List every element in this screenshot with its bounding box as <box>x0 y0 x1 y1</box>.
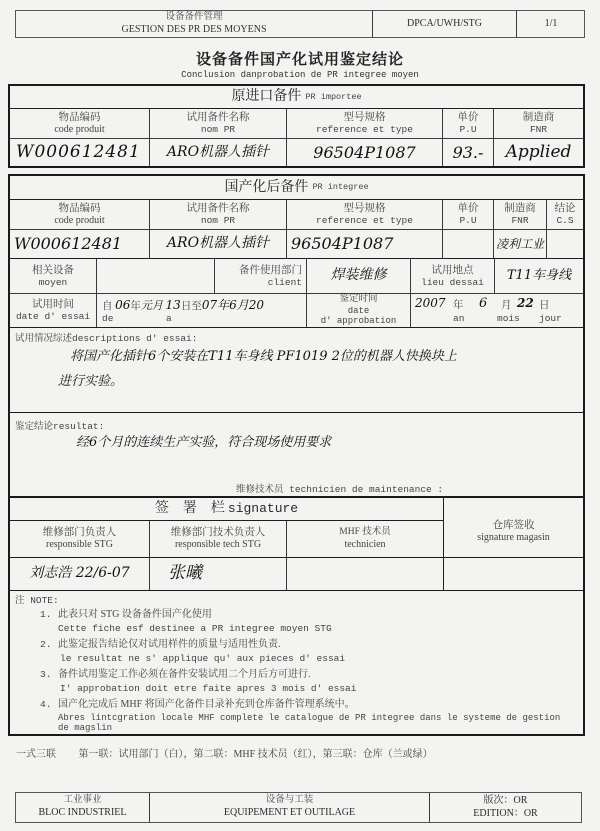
imported-col-reference <box>287 109 442 138</box>
col-label-fr: technicien <box>344 538 386 550</box>
result-section <box>8 413 585 496</box>
moyen-label <box>10 259 96 293</box>
footer-right <box>430 793 581 822</box>
col-label-fr: nom PR <box>200 124 236 136</box>
imported-reference-value[interactable] <box>287 139 442 166</box>
imported-code-value[interactable] <box>10 139 149 166</box>
handwritten-text: T11车身线 <box>506 267 572 283</box>
sig-responsible-value[interactable] <box>10 558 149 590</box>
notes-label: 注 NOTE: <box>15 595 59 606</box>
sig-col-responsible <box>10 521 149 557</box>
description-line-2[interactable]: 进行实验。 <box>58 374 124 389</box>
header-title-zh: 设备备件管理 <box>165 11 223 22</box>
handwritten-text: W000612481 <box>14 234 123 253</box>
header-title <box>16 11 372 37</box>
col-label-fr: responsible tech STG <box>174 539 262 551</box>
integrated-col-code <box>10 200 149 229</box>
label-fr: client <box>267 276 302 288</box>
col-label-zh: 型号规格 <box>343 203 386 214</box>
result-label-zh: 鉴定结论 <box>15 422 54 432</box>
handwritten-text: W000612481 <box>16 141 141 162</box>
col-label-zh: 仓库签收 <box>492 519 535 531</box>
label-zh: 日至 <box>180 301 202 312</box>
note-3 <box>40 664 356 694</box>
date-essai-label <box>10 294 96 327</box>
page-number <box>517 11 585 37</box>
header-title-fr: GESTION DES PR DES MOYENS <box>121 23 267 35</box>
integrated-col-name <box>150 200 286 229</box>
doc-code-text: DPCA/UWH/STG <box>406 17 482 29</box>
col-label-zh: 试用备件名称 <box>186 112 250 123</box>
result-label-fr: resultat: <box>53 421 105 432</box>
client-value[interactable] <box>307 259 410 293</box>
col-label-fr: FNR <box>529 124 548 136</box>
note-2 <box>40 634 345 664</box>
label-zh: 备件使用部门 <box>239 264 302 276</box>
footer-mid-fr: EQUIPEMENT ET OUTILAGE <box>223 807 356 819</box>
integrated-reference-value[interactable] <box>287 230 442 258</box>
col-label-zh: 物品编码 <box>58 111 101 123</box>
label-fr: an <box>453 313 465 324</box>
imported-section-title <box>10 86 583 108</box>
page-title-zh: 设备备件国产化试用鉴定结论 <box>195 50 404 68</box>
handwritten-text: 22 <box>517 296 534 310</box>
imported-section-title-zh: 原进口备件 <box>231 88 302 105</box>
sig-magasin-value[interactable] <box>444 558 583 590</box>
approval-date-value[interactable] <box>411 294 583 327</box>
col-label-zh: 结论 <box>554 203 576 214</box>
imported-parts-table <box>8 84 585 168</box>
handwritten-text: 2007 <box>415 296 446 310</box>
handwritten-text: 13 <box>165 298 181 312</box>
sig-responsible-tech-value[interactable] <box>150 558 286 590</box>
imported-section-title-fr: PR importee <box>305 91 362 102</box>
sig-technicien-value[interactable] <box>287 558 443 590</box>
footer-left <box>16 793 149 822</box>
handwritten-text: 6 <box>479 296 488 311</box>
sig-col-technicien <box>287 521 443 557</box>
handwritten-text: Applied <box>505 141 572 162</box>
note-fr: I' approbation doit etre faite apres 3 mois d' essai <box>60 683 357 694</box>
label-zh: 年 <box>130 301 141 312</box>
footer-left-fr: BLOC INDUSTRIEL <box>38 807 127 819</box>
imported-col-price <box>443 109 493 138</box>
date-essai-value[interactable] <box>102 294 306 327</box>
integrated-code-value[interactable] <box>10 230 149 258</box>
imported-col-name <box>150 109 286 138</box>
label-fr: date d' essai <box>15 311 91 323</box>
label-zh: 试用时间 <box>32 299 74 310</box>
col-label-zh: MHF 技术员 <box>339 526 391 537</box>
integrated-conclusion-value[interactable] <box>547 230 583 258</box>
col-label-fr: FNR <box>511 215 529 227</box>
note-fr: Cette fiche esf destinee a PR integree moyen STG <box>58 623 332 634</box>
footer-edition-fr: EDITION：OR <box>473 807 538 819</box>
col-label-zh: 试用备件名称 <box>186 203 250 214</box>
note-number: 4. <box>40 699 52 710</box>
footer-edition-zh: 版次：OR <box>483 795 528 806</box>
col-label-zh: 物品编码 <box>58 202 101 214</box>
handwritten-text: 96504P1087 <box>313 142 416 162</box>
label-zh: 月 <box>501 300 512 311</box>
col-label-fr: code produit <box>54 123 105 135</box>
integrated-section-title <box>10 176 583 199</box>
footer-box <box>15 792 582 823</box>
integrated-parts-table <box>8 174 585 327</box>
col-label-fr: reference et type <box>316 215 413 227</box>
col-label-zh: 单价 <box>457 203 479 214</box>
label-zh: 年 <box>453 300 464 311</box>
technician-label: 维修技术员 technicien de maintenance : <box>236 484 444 495</box>
copies-text: 第一联：试用部门（白），第二联：MHF 技术员（红），第三联：仓库（兰或绿） <box>78 749 433 760</box>
col-label-fr: P.U <box>459 215 477 227</box>
label-zh: 鉴定时间 <box>339 294 378 305</box>
header-box <box>15 10 585 38</box>
imported-col-code <box>10 109 149 138</box>
handwritten-text: 96504P1087 <box>291 234 394 253</box>
integrated-col-price <box>443 200 493 229</box>
footer-mid-zh: 设备与工装 <box>265 795 314 806</box>
integrated-name-value[interactable] <box>150 230 286 258</box>
handwritten-text: ARO机器人插针 <box>166 235 270 252</box>
col-label-zh: 型号规格 <box>343 112 386 123</box>
handwritten-text: 焊装维修 <box>330 267 387 284</box>
imported-col-supplier <box>494 109 583 138</box>
signature-title-fr: signature <box>227 500 299 516</box>
label-zh: 相关设备 <box>32 264 74 276</box>
note-zh: 此鉴定报告结论仅对试用样件的质量与适用性负责. <box>58 639 281 650</box>
handwritten-text: ARO机器人插针 <box>166 143 270 160</box>
imported-name-value[interactable] <box>150 139 286 166</box>
label-fr: mois <box>497 313 520 324</box>
col-label-fr: nom PR <box>200 215 236 227</box>
col-label-fr: P.U <box>459 124 477 136</box>
label-fr: date <box>347 306 370 317</box>
description-label-zh: 试用情况综述 <box>15 334 73 344</box>
signature-handwriting: 张曦 <box>168 563 202 584</box>
handwritten-text: 07年6月20 <box>201 298 264 312</box>
note-number: 1. <box>40 609 52 620</box>
col-label-fr: responsible STG <box>46 539 113 551</box>
footer-left-zh: 工业事业 <box>63 795 102 806</box>
note-zh: 此表只对 STG 设备备件国产化使用 <box>58 609 212 620</box>
integrated-section-title-zh: 国产化后备件 <box>224 178 309 195</box>
label-fr: de <box>102 313 114 324</box>
signature-table <box>8 496 585 591</box>
sig-col-responsible-tech <box>150 521 286 557</box>
copies-label: 一式三联 <box>16 749 56 760</box>
integrated-section-title-fr: PR integree <box>312 182 369 193</box>
note-number: 2. <box>40 639 52 650</box>
page-title-fr: Conclusion danprobation de PR integree moyen <box>181 70 419 80</box>
label-zh: 日 <box>539 300 550 311</box>
signature-title <box>10 498 443 520</box>
col-label-fr: signature magasin <box>477 531 550 543</box>
description-label-fr: descriptions d' essai: <box>72 333 198 344</box>
integrated-col-supplier <box>494 200 546 229</box>
lieu-label <box>411 259 494 293</box>
note-number: 3. <box>40 669 52 680</box>
col-label-fr: C.S <box>556 215 574 227</box>
handwritten-text: 93.- <box>452 142 484 162</box>
note-fr: le resultat ne s' applique qu' aux pieces d' essai <box>60 653 346 664</box>
integrated-col-reference <box>287 200 442 229</box>
col-label-fr: reference et type <box>316 124 413 136</box>
page-number-text: 1/1 <box>544 17 558 29</box>
handwritten-text: 元月 <box>140 299 163 312</box>
label-fr: jour <box>539 313 562 324</box>
note-4 <box>40 694 585 733</box>
lieu-value[interactable] <box>495 259 583 293</box>
col-label-zh: 制造商 <box>522 112 555 123</box>
imported-supplier-value[interactable] <box>494 139 583 166</box>
integrated-supplier-value[interactable] <box>494 230 546 258</box>
imported-price-value[interactable] <box>443 139 493 166</box>
label-fr: lieu dessai <box>421 276 484 288</box>
description-line-1[interactable]: 将国产化插针6个安装在T11车身线 PF1019 2位的机器人快换块上 <box>70 349 457 364</box>
description-section <box>8 325 585 413</box>
handwritten-text: 06 <box>115 298 131 312</box>
moyen-value[interactable] <box>97 259 214 293</box>
integrated-col-conclusion <box>547 200 583 229</box>
col-label-zh: 单价 <box>457 112 479 123</box>
label-fr: moyen <box>38 276 68 288</box>
label-zh: 自 <box>102 301 113 312</box>
sig-col-magasin <box>444 498 583 557</box>
label-zh: 试用地点 <box>431 264 474 276</box>
label-fr: a <box>166 313 172 324</box>
footer-middle <box>150 793 429 822</box>
approval-date-label <box>307 294 410 327</box>
note-zh: 国产化完成后 MHF 将国产化备件目录补充到仓库备件管理系统中。 <box>58 699 355 710</box>
label-fr: d' approbation <box>320 316 397 327</box>
integrated-price-value[interactable] <box>443 230 493 258</box>
handwritten-text: 凌利工业 <box>495 236 544 251</box>
note-zh: 备件试用鉴定工作必须在备件安装试用二个月后方可进行. <box>58 669 311 680</box>
notes-section <box>8 590 585 736</box>
copies-line <box>16 745 433 760</box>
col-label-zh: 维修部门负责人 <box>42 527 117 539</box>
signature-title-zh: 签 署 栏 <box>154 500 225 517</box>
page-title <box>0 48 600 80</box>
note-1 <box>40 604 332 634</box>
client-label <box>215 259 306 293</box>
signature-handwriting: 刘志浩 22/6-07 <box>29 565 130 582</box>
col-label-fr: code produit <box>54 214 105 226</box>
doc-code <box>373 11 516 37</box>
col-label-zh: 维修部门技术负责人 <box>170 527 266 539</box>
note-fr: de magslin <box>58 723 113 733</box>
note-fr: Abres lintcgration locale MHF complete le catalogue de PR integree dans le systeme de gestion <box>58 713 561 723</box>
col-label-zh: 制造商 <box>504 203 536 214</box>
result-text[interactable]: 经6个月的连续生产实验，符合现场使用要求 <box>76 435 332 450</box>
